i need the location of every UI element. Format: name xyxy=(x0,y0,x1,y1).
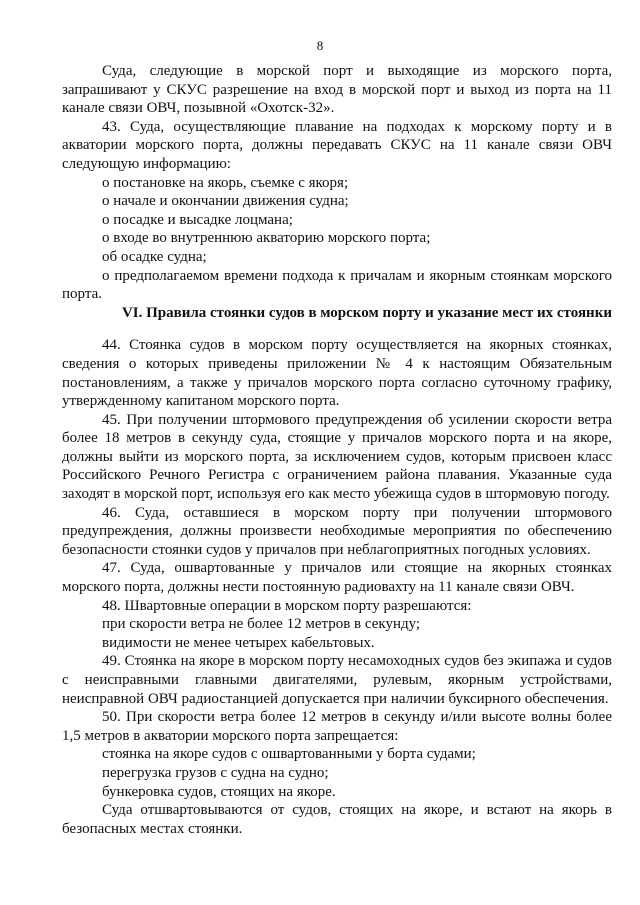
paragraph: 46. Суда, оставшиеся в морском порту при получении штормового предупреждения, должны произвести необходимые мероприятия по обеспечению безопасности стоянки судов у причалов при неблагоприятных погодных условиях. xyxy=(62,504,612,558)
list-item: о начале и окончании движения судна; xyxy=(102,193,349,210)
paragraph: 50. При скорости ветра более 12 метров в секунду и/или высоте волны более 1,5 метров в акватории морского порта запрещается: xyxy=(62,709,612,744)
list-item: об осадке судна; xyxy=(102,248,207,265)
paragraphs-after-section xyxy=(62,336,612,838)
list-item: перегрузка грузов с судна на судно; xyxy=(102,764,329,781)
list-item: при скорости ветра не более 12 метров в секунду; xyxy=(102,616,421,633)
section-heading: VI. Правила стоянки судов в морском порту и указание мест их стоянки xyxy=(121,304,612,321)
page-number: 8 xyxy=(316,38,324,53)
paragraph: 47. Суда, ошвартованные у причалов или стоящие на якорных стоянках морского порта, должны нести постоянную радиовахту на 11 канале связи ОВЧ. xyxy=(62,560,612,596)
paragraph: 44. Стоянка судов в морском порту осуществляется на якорных стоянках, сведения о которых приведены приложении № 4 к настоящим Обязательным постановлениям, а также у причалов морского порта согласно суточному графику, утвержденному капитаном морского порта. xyxy=(62,337,612,410)
document-body xyxy=(62,62,612,838)
paragraph: 48. Швартовные операции в морском порту разрешаются: xyxy=(102,597,472,614)
paragraph: 49. Стоянка на якоре в морском порту несамоходных судов без экипажа и судов с неисправными главными двигателями, рулевым, якорным устройствами, неисправной ОВЧ радиостанцией допускается при наличии буксирного обеспечения. xyxy=(62,653,612,707)
list-item: о предполагаемом времени подхода к причалам и якорным стоянкам морского порта. xyxy=(62,267,612,303)
paragraph: 45. При получении штормового предупреждения об усилении скорости ветра более 18 метров в секунду суда, стоящие у причалов морского порта и на якоре, должны выйти из морского порта, за исключением судов, которым присвоен класс Российского Речного Регистра с ограничением района плавания. Указанные суда заходят в морской порт, используя его как место убежища судов в штормовую погоду. xyxy=(62,411,612,503)
paragraph: Суда, следующие в морской порт и выходящие из морского порта, запрашивают у СКУС разрешение на вход в морской порт и выход из порта на 11 канале связи ОВЧ, позывной «Охотск-32». xyxy=(62,63,612,117)
paragraphs-before-section xyxy=(62,62,612,304)
paragraph: Суда отшвартовываются от судов, стоящих на якоре, и встают на якорь в безопасных местах стоянки. xyxy=(62,802,612,837)
list-item: о входе во внутреннюю акваторию морского порта; xyxy=(102,230,431,247)
list-item: видимости не менее четырех кабельтовых. xyxy=(102,634,375,651)
list-item: о постановке на якорь, съемке с якоря; xyxy=(102,174,349,191)
list-item: о посадке и высадке лоцмана; xyxy=(102,211,293,228)
list-item: стоянка на якоре судов с ошвартованными у борта судами; xyxy=(102,746,476,763)
list-item: бункеровка судов, стоящих на якоре. xyxy=(102,783,336,800)
paragraph: 43. Суда, осуществляющие плавание на подходах к морскому порту и в акватории морского порта, должны передавать СКУС на 11 канале связи ОВЧ следующую информацию: xyxy=(62,118,612,172)
